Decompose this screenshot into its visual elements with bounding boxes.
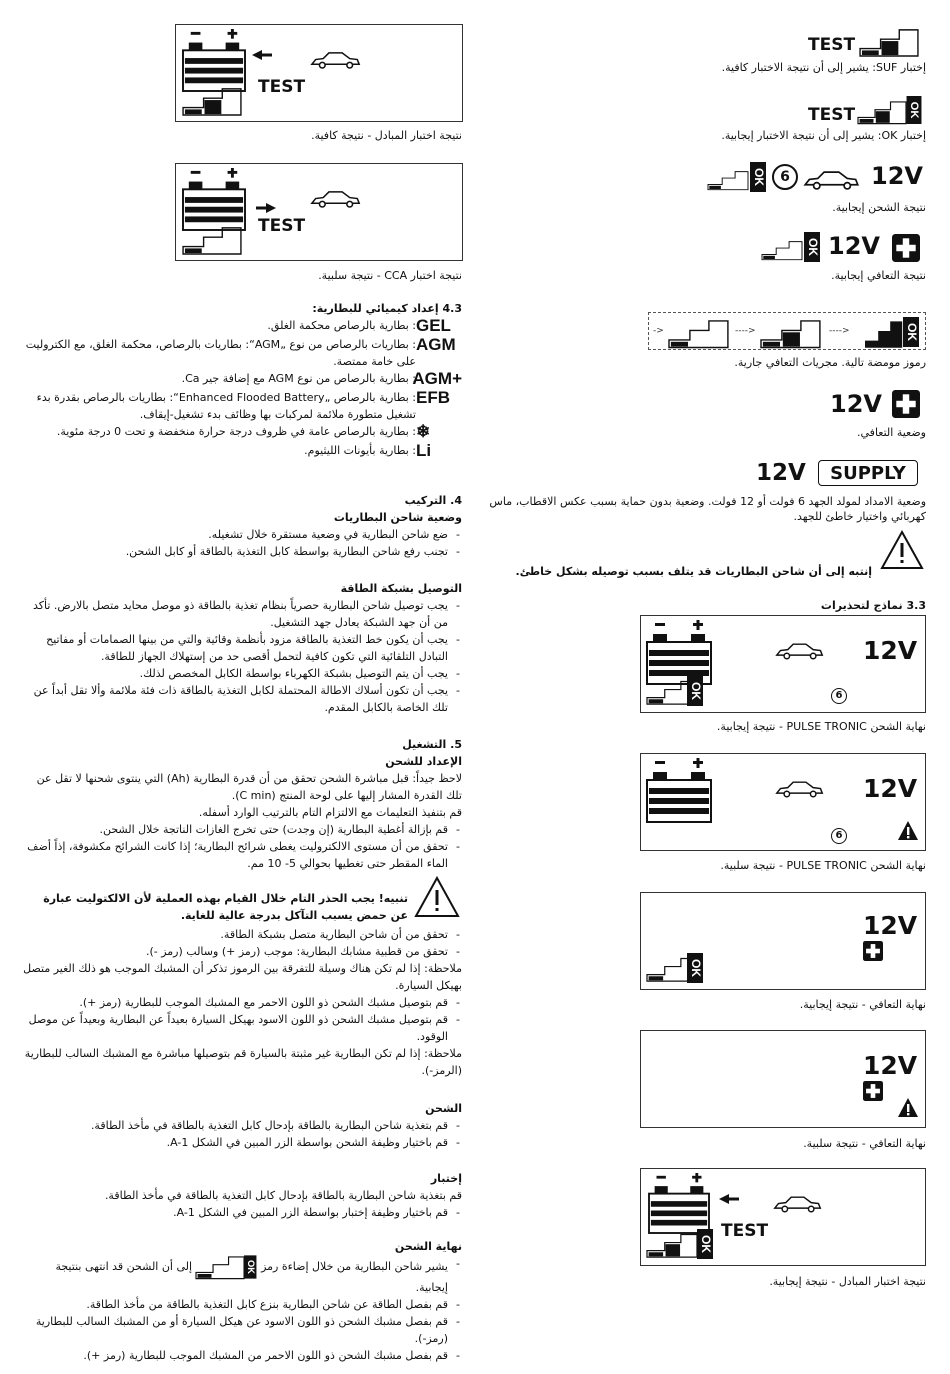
list-item: - تحقق من أن مستوى الالكتروليت يغطى شرائح البطارية؛ إذا كانت الشرائح مكشوفة، إذاً أضف الماء المقطر حتى تغطيها بحوالي 5- 10 مم.: [22, 838, 462, 872]
recovery-cross-icon: [892, 234, 920, 262]
list-item: - تحقق من أن شاحن البطارية متصل بشبكة الطاقة.: [22, 926, 462, 943]
battery-level-icon: [762, 238, 802, 262]
recovery-mode-caption: وضعية التعافي.: [857, 426, 926, 439]
voltage-label: 12V: [863, 636, 918, 665]
charge-positive-symbol: [708, 162, 923, 194]
step-six-icon: 6: [772, 164, 798, 190]
recovery-positive-symbol: [762, 232, 924, 264]
list-item: - قم بتوصيل مشبك الشحن ذو اللون الاسود بهيكل السيارة بعيداً عن البطارية وبعيداً عن موصل الوقود.: [22, 1011, 462, 1045]
chem-li: [22, 442, 462, 461]
chem-text: : بطارية بالرصاص „Enhanced Flooded Battery“: بطاريات بالرصاص بقدرة بدء تشغيل متطورة ملائمة لمركبات بها وظائف بدء تشغيل-إيقاف.: [36, 391, 416, 421]
supply-caption: وضعية الامداد لمولد الجهد 6 فولت أو 12 فولت. وضعية بدون حماية بسبب عكس الاقطاب، ماس كهربائي واختيار خاطئ للجهد.: [489, 495, 926, 523]
chem-text: : بطاريات بالرصاص من نوع „AGM“: بطاريات بالرصاص، محكمة الغلق، مع الكتروليت على خامة ممتصة.: [25, 338, 416, 368]
section-33-title: 3.3 نماذج لتحذيرات: [820, 599, 926, 612]
chem-symbol: Li: [416, 441, 432, 460]
car-icon: [803, 170, 861, 190]
warning-icon: [897, 1097, 919, 1119]
test-label: TEST: [258, 77, 306, 97]
voltage-label: 12V: [871, 162, 923, 190]
list-item: - يجب أن يكون خط التغذية بالطاقة مزود بأنظمة وقائية والتي من بينها الصمامات أو مفاتيح التبادل التلقائية التي تكون كافية لتحمل أقصى حد من إستهلاك الجهاز للطاقة.: [22, 631, 462, 665]
ok-icon: [687, 676, 703, 706]
list-item: - يجب أن يتم التوصيل بشبكة الكهرباء بواسطة الكابل المخصص لذلك.: [22, 665, 462, 682]
battery-level-icon: [647, 1231, 697, 1259]
chem-text: : بطارية بالرصاص عامة في ظروف درجة حرارة منخفضة و تحت 0 درجة مئوية.: [56, 425, 416, 438]
chem-text: : بطارية بالرصاص من نوع AGM مع إضافة جير Ca.: [181, 372, 416, 385]
ok-icon: [697, 1229, 713, 1259]
paragraph: قم بتنفيذ التعليمات مع الالتزام التام بالترتيب الوارد أسفله.: [198, 806, 462, 819]
voltage-label: 12V: [756, 460, 806, 486]
chem-agm: [22, 336, 462, 370]
step-six-icon: 6: [831, 828, 847, 844]
chem-symbol: GEL: [416, 316, 451, 335]
list-item: - ضع شاحن البطارية في وضعية مستقرة خلال تشغيله.: [22, 526, 462, 543]
warning-text: إنتبه إلى أن شاحن البطاريات قد يتلف بسبب توصيله بشكل خاطئ.: [515, 565, 872, 578]
lcd-charge-end-positive: [640, 615, 926, 713]
battery-icon: [647, 1173, 711, 1233]
chem-symbol: AGM+: [412, 369, 462, 388]
lcd-charge-end-negative: [640, 753, 926, 851]
voltage-label: 12V: [863, 1051, 918, 1080]
charge-title: الشحن: [425, 1102, 462, 1115]
test-label: TEST: [721, 1221, 769, 1241]
battery-icon: [182, 168, 246, 230]
lcd-alternator-test-positive: [640, 1168, 926, 1266]
snowflake-icon: ❄: [416, 422, 431, 441]
section-43-title: 4.3 إعداد كيميائي للبطارية:: [312, 302, 462, 315]
blink-caption: رموز مومضة تالية. مجريات التعافي جارية.: [734, 356, 926, 369]
test-label: TEST: [258, 216, 306, 236]
lcd-alternator-sufficient: [175, 24, 463, 122]
ok-icon: [804, 232, 820, 262]
warn2-caption: نهاية الشحن PULSE TRONIC - نتيجة سلبية.: [720, 859, 926, 872]
lcd-recovery-end-positive: [640, 892, 926, 990]
lcd1-caption: نتيجة اختبار المبادل - نتيجة كافية.: [311, 129, 462, 142]
section-grid: [22, 580, 462, 716]
svg-text:---->: ---->: [735, 326, 756, 336]
list-item: - قم بإزالة أغطية البطارية (إن وجدت) حتى تخرج الغازات الناتجة خلال الشحن.: [22, 821, 462, 838]
list-item: - قم باختيار وظيفة الشحن بواسطة الزر المبين في الشكل A-1.: [22, 1134, 462, 1151]
test-ok-symbol: [808, 96, 920, 126]
lcd-recovery-end-negative: [640, 1030, 926, 1128]
car-icon: [773, 1195, 823, 1213]
lcd-cca-negative: [175, 163, 463, 261]
test-title: إختبار: [430, 1172, 462, 1185]
charge-caption: نتيجة الشحن إيجابية.: [832, 201, 926, 214]
battery-icon: [182, 29, 246, 91]
chem-text: : بطارية بالرصاص محكمة الغلق.: [267, 319, 416, 332]
recovery-cross-icon: [863, 941, 883, 961]
test-suf-symbol: [808, 28, 920, 56]
svg-text:---->: ---->: [829, 326, 850, 336]
caution-triangle-icon: [414, 876, 460, 918]
section-charge: [22, 1100, 462, 1151]
ok-battery-symbol: [196, 1255, 258, 1279]
chem-symbol: EFB: [416, 388, 450, 407]
arrow-right-icon: [254, 202, 278, 214]
section-5-title: 5. التشغيل: [402, 738, 462, 751]
end-item-start: يشير شاحن البطارية من خلال إضاءة رمز: [261, 1260, 448, 1273]
warning-triangle-icon: [880, 530, 924, 570]
chem-agm-plus: [22, 370, 462, 389]
supply-symbol: [756, 460, 924, 490]
ok-icon: [906, 96, 922, 124]
paragraph: لاحظ جيداً: قبل مباشرة الشحن تحقق من أن قدرة البطارية (Ah) التي ينتوى شحنها لا تقل عن تلك القدرة المشار إليها على لوحة المنتج (C min).: [36, 772, 462, 802]
car-icon: [775, 780, 825, 798]
battery-level-icon: [182, 87, 242, 115]
paragraph: قم بتغذية شاحن البطارية بالطاقة بإدحال كابل التغذية بالطاقة في مأخذ الطاقة.: [104, 1189, 462, 1202]
list-item: - قم بفصل الطاقة عن شاحن البطارية بنزع كابل التغذية بالطاقة من مأخذ الطاقة.: [22, 1296, 462, 1313]
warn1-caption: نهاية الشحن PULSE TRONIC - نتيجة إيجابية.: [716, 720, 926, 733]
section-end: [22, 1238, 462, 1364]
list-item: - قم بتوصيل مشبك الشحن ذو اللون الاحمر مع المشبك الموجب للبطارية (رمز +).: [22, 994, 462, 1011]
section-5: [22, 736, 462, 872]
arrow-left-icon: [717, 1193, 741, 1205]
list-item: - تحقق من قطبية مشابك البطارية: موجب (رمز +) وسالب (رمز -).: [22, 943, 462, 960]
voltage-label: 12V: [863, 774, 918, 803]
battery-icon: [647, 620, 711, 684]
section-5-subtitle: الإعداد للشحن: [385, 755, 462, 768]
recovery-cross-icon: [863, 1081, 883, 1101]
car-icon: [775, 642, 825, 660]
chem-cold: [22, 423, 462, 442]
section-4: [22, 492, 462, 560]
battery-level-icon: [182, 226, 242, 254]
battery-level-icon: [858, 28, 920, 56]
supply-label: SUPPLY: [818, 460, 918, 486]
chem-text: : بطارية بأيونات الليثيوم.: [304, 444, 416, 457]
chem-gel: [22, 317, 462, 336]
test-label: TEST: [808, 105, 856, 125]
chem-efb: [22, 389, 462, 423]
svg-text:->: ->: [653, 326, 664, 336]
list-item: - قم باختيار وظيفة إختبار بواسطة الزر المبين في الشكل A-1.: [22, 1204, 462, 1221]
blink-sequence: [648, 312, 926, 350]
list-item: - قم بتغذية شاحن البطارية بالطاقة بإدحال كابل التغذية بالطاقة في مأخذ الطاقة.: [22, 1117, 462, 1134]
note: ملاحظة: إذا لم تكن البطارية غير مثبتة بالسيارة قم بتوصيلها مباشرة مع المشبك السالب للبطارية (الرمز-).: [24, 1047, 462, 1077]
end-title: نهاية الشحن: [394, 1240, 462, 1253]
end-item-rest: إلى أن الشحن قد انتهى بنتيجة إيجابية.: [55, 1260, 448, 1294]
ok-icon: [687, 953, 703, 983]
list-item: - قم بفصل مشبك الشحن ذو اللون الاسود عن هيكل السيارة أو من المشبك السالب للبطارية (رمز-).: [22, 1313, 462, 1347]
recovery-mode-symbol: [830, 390, 924, 420]
warn4-caption: نهاية التعافي - نتيجة سلبية.: [803, 1137, 926, 1150]
car-icon: [310, 190, 362, 208]
list-item: - يجب أن تكون أسلاك الاطالة المحتملة لكابل التغذية بالطاقة ذات فئة ملائمة وألا تقل أبداً عن تلك الخاصة بالكابل المقدم.: [22, 682, 462, 716]
car-icon: [310, 51, 362, 69]
warn3-caption: نهاية التعافي - نتيجة إيجابية.: [799, 998, 926, 1011]
note: ملاحظة: إذا لم تكن هناك وسيلة للتفرقة بين الرموز تذكر أن المشبك الموجب هو ذلك الغير متصل بهيكل السيارة.: [23, 962, 462, 992]
warning-icon: [897, 820, 919, 842]
list-item: - قم بفصل مشبك الشحن ذو اللون الاحمر من المشبك الموجب للبطارية (رمز +).: [22, 1347, 462, 1364]
voltage-label: 12V: [828, 232, 880, 260]
battery-icon: [647, 758, 711, 822]
section-43: [22, 300, 462, 461]
grid-title: التوصيل بشبكة الطاقة: [340, 582, 462, 595]
list-item: - تجنب رفع شاحن البطارية بواسطة كابل التغذية بالطاقة أو كابل الشحن.: [22, 543, 462, 560]
battery-level-icon: [858, 100, 906, 124]
section-4-title: 4. التركيب: [404, 494, 462, 507]
list-item: [22, 1255, 462, 1296]
recovery-cross-icon: [892, 390, 920, 418]
ok-icon: [750, 162, 766, 192]
section-4-subtitle: وضعية شاحن البطاريات: [333, 511, 462, 524]
chem-symbol: AGM: [416, 335, 456, 354]
caution-text: تنبيه! يجب الحذر التام خلال القيام بهذه العملية لأن الالكتوليت عبارة عن حمض يسبب التآكل بدرجة عالية للغاية.: [43, 892, 408, 922]
arrow-left-icon: [250, 49, 274, 61]
lcd2-caption: نتيجة اختبار CCA - نتيجة سلبية.: [318, 269, 462, 282]
blink-sequence-graphic: [653, 315, 923, 349]
test-label: TEST: [808, 35, 856, 55]
voltage-label: 12V: [830, 390, 882, 418]
battery-level-icon: [708, 168, 748, 192]
suf-caption: إختبار SUF: يشير إلى أن نتيجة الاختبار كافية.: [721, 61, 926, 74]
warn5-caption: نتيجة اختبار المبادل - نتيجة إيجابية.: [769, 1275, 926, 1288]
list-item: - يجب توصيل شاحن البطارية حصرياً بنظام تغذية بالطاقة ذو موصل محايد متصل بالارض. تأكد من أن جهد الشبكة يعادل جهد التشغيل.: [22, 597, 462, 631]
step-six-icon: 6: [831, 688, 847, 704]
section-5-continued: [22, 926, 462, 1079]
ok-caption: إختبار OK: يشير إلى أن نتيجة الاختبار إيجابية.: [721, 129, 926, 142]
recovery-caption: نتيجة التعافي إيجابية.: [831, 269, 926, 282]
section-test: [22, 1170, 462, 1221]
voltage-label: 12V: [863, 911, 918, 940]
